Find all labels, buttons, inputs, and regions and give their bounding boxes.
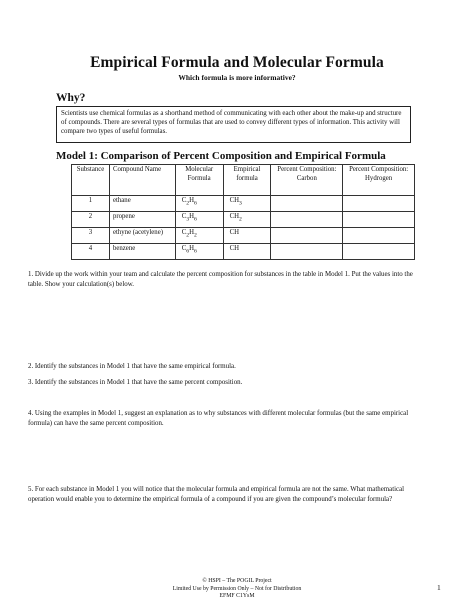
molecular-formula: $C_2H_2$ [175, 228, 223, 244]
substance-number: 3 [72, 228, 110, 244]
percent-hydrogen-cell[interactable] [343, 244, 415, 260]
header-molecular-formula: Molecular Formula [175, 165, 223, 196]
empirical-formula: $CH_3$ [223, 196, 271, 212]
page-subtitle: Which formula is more informative? [178, 73, 296, 82]
molecular-formula: $C_3H_6$ [175, 212, 223, 228]
why-heading: Why? [56, 92, 86, 104]
substance-number: 2 [72, 212, 110, 228]
empirical-formula: CH [223, 228, 271, 244]
compound-name: propene [109, 212, 175, 228]
footer-copyright: © HSPI – The POGIL Project [202, 578, 272, 584]
header-empirical-formula: Empirical formula [223, 165, 271, 196]
question-2: 2. Identify the substances in Model 1 that have the same empirical formula. [28, 363, 236, 370]
empirical-formula: CH [223, 244, 271, 260]
substance-number: 4 [72, 244, 110, 260]
compound-name: ethyne (acetylene) [109, 228, 175, 244]
question-1: 1. Divide up the work within your team and calculate the percent composition for substances in the table in Model 1. Put the values into the table. Show your calculation(s) below. [28, 271, 413, 288]
table-row [72, 228, 415, 244]
header-percent-carbon: Percent Composition: Carbon [271, 165, 343, 196]
percent-hydrogen-cell[interactable] [343, 196, 415, 212]
why-text-box [56, 106, 411, 143]
molecular-formula: $C_2H_6$ [175, 196, 223, 212]
why-text: Scientists use chemical formulas as a shorthand method of communicating with each other about the make-up and structure of compounds. There are several types of formulas that are used to convey different types of information. This activity will compare two types of useful formulas. [61, 110, 402, 135]
percent-hydrogen-cell[interactable] [343, 228, 415, 244]
percent-hydrogen-cell[interactable] [343, 212, 415, 228]
model-table [71, 164, 415, 260]
question-3: 3. Identify the substances in Model 1 that have the same percent composition. [28, 379, 243, 386]
table-header-row [72, 165, 415, 196]
percent-carbon-cell[interactable] [271, 196, 343, 212]
percent-carbon-cell[interactable] [271, 244, 343, 260]
page-title: Empirical Formula and Molecular Formula [90, 54, 384, 71]
footer-license: Limited Use by Permission Only – Not for Distribution [172, 585, 302, 592]
question-5: 5. For each substance in Model 1 you will notice that the molecular formula and empirical formula are not the same. What mathematical operation would enable you to determine the empirical formula of a compound if you are given the compound’s molecular formula? [28, 486, 405, 503]
page-number: 1 [437, 583, 441, 592]
table-row [72, 196, 415, 212]
molecular-formula: $C_6H_6$ [175, 244, 223, 260]
compound-name: benzene [109, 244, 175, 260]
empirical-formula: $CH_2$ [223, 212, 271, 228]
header-compound-name: Compound Name [109, 165, 175, 196]
percent-carbon-cell[interactable] [271, 228, 343, 244]
header-percent-hydrogen: Percent Composition: Hydrogen [343, 165, 415, 196]
model-title: Model 1: Comparison of Percent Composition and Empirical Formula [56, 150, 386, 162]
percent-carbon-cell[interactable] [271, 212, 343, 228]
footer [0, 578, 474, 601]
compound-name: ethane [109, 196, 175, 212]
table-row [72, 212, 415, 228]
header-substance: Substance [72, 165, 110, 196]
footer-code: EFMF C1YsM [219, 593, 255, 599]
substance-number: 1 [72, 196, 110, 212]
table-row [72, 244, 415, 260]
question-4: 4. Using the examples in Model 1, suggest an explanation as to why substances with different molecular formulas (but the same empirical formula) can have the same percent composition. [28, 410, 409, 427]
